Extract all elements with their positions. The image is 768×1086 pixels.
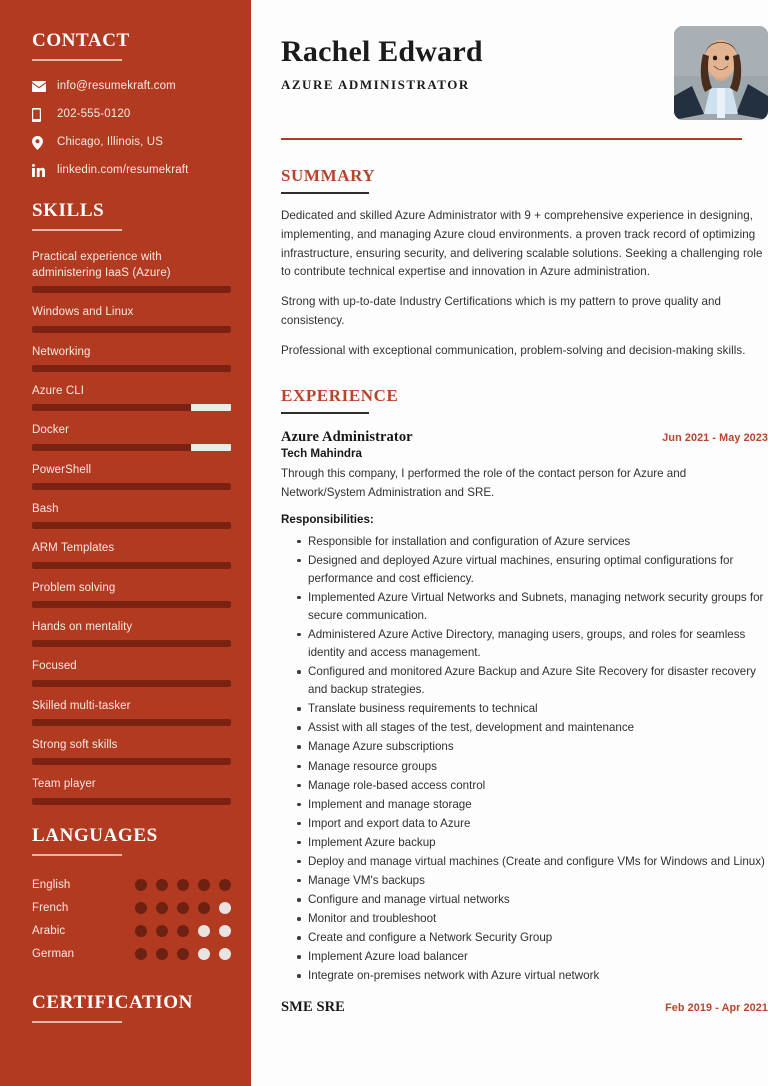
experience-entry-2-date: Feb 2019 - Apr 2021 [665, 1002, 768, 1015]
responsibility-bullet: Monitor and troubleshoot [298, 910, 768, 928]
rating-dot-empty [219, 902, 231, 914]
skill-progress-track [32, 719, 231, 726]
rating-dot-filled [135, 948, 147, 960]
skill-item [32, 422, 231, 450]
skill-progress-track [32, 680, 231, 687]
skill-progress-fill [32, 365, 231, 372]
responsibility-bullet: Integrate on-premises network with Azure virtual network [298, 967, 768, 985]
skill-label: Windows and Linux [32, 306, 134, 319]
skill-progress-track [32, 365, 231, 372]
language-rating-dots [135, 925, 240, 937]
responsibility-bullet: Implement Azure load balancer [298, 948, 768, 966]
experience-entry-1-bullet-list [281, 533, 768, 986]
skill-progress-track [32, 798, 231, 805]
skill-label: Networking [32, 345, 91, 358]
contact-list [32, 80, 231, 178]
skill-progress-fill [32, 444, 191, 451]
skill-label: Azure CLI [32, 384, 85, 397]
language-item [32, 897, 231, 920]
skill-item [32, 462, 231, 490]
rating-dot-filled [177, 879, 189, 891]
language-label: German [32, 948, 75, 961]
certification-heading: CERTIFICATION [32, 991, 193, 1013]
responsibility-bullet: Manage Azure subscriptions [298, 738, 768, 756]
skill-item [32, 249, 231, 294]
skill-item [32, 383, 231, 411]
header-text-block [281, 26, 483, 93]
skill-item [32, 776, 231, 804]
rating-dot-filled [177, 948, 189, 960]
rating-dot-filled [198, 902, 210, 914]
language-rating-dots [135, 948, 240, 960]
responsibility-bullet: Configured and monitored Azure Backup and Azure Site Recovery for disaster recovery and backup strategies. [298, 663, 768, 699]
skill-item [32, 737, 231, 765]
skill-item [32, 501, 231, 529]
language-rating-dots [135, 879, 240, 891]
skill-item [32, 698, 231, 726]
experience-entry-2-title: SME SRE [281, 999, 345, 1016]
skill-label: Hands on mentality [32, 620, 133, 633]
job-role-subtitle: AZURE ADMINISTRATOR [281, 76, 470, 92]
skill-progress-track [32, 483, 231, 490]
phone-icon [32, 108, 50, 122]
resume-header [281, 26, 768, 120]
summary-paragraph-1: Dedicated and skilled Azure Administrator with 9 + comprehensive experience in designing, implementing, and managing Azure cloud environments. a proven track record of optimizing infrastructure, ensuring security, and delivering scalable solutions. Seeking a challenging role to contribute technical expertise and innovation in Azure administration. [281, 209, 763, 279]
experience-divider [281, 412, 369, 414]
responsibility-bullet: Administered Azure Active Directory, managing users, groups, and roles for seamless identity and access management. [298, 626, 768, 662]
skill-progress-fill [32, 326, 231, 333]
experience-entry-2 [281, 999, 768, 1016]
linkedin-icon [32, 164, 50, 177]
avatar [674, 26, 768, 120]
skill-progress-fill [32, 522, 231, 529]
location-pin-icon [32, 136, 50, 150]
contact-item-location[interactable] [32, 136, 231, 150]
skill-progress-fill [32, 798, 231, 805]
skill-item [32, 580, 231, 608]
envelope-icon [32, 81, 50, 92]
skill-progress-fill [32, 286, 231, 293]
skill-label: ARM Templates [32, 542, 115, 555]
skill-label: Team player [32, 778, 96, 791]
contact-section [0, 30, 251, 178]
responsibility-bullet: Manage VM's backups [298, 872, 768, 890]
contact-item-email[interactable] [32, 80, 231, 94]
rating-dot-filled [135, 925, 147, 937]
skill-progress-fill [32, 640, 231, 647]
skills-heading: SKILLS [32, 199, 105, 221]
experience-section [281, 386, 768, 1016]
skill-label: Practical experience with administering IaaS (Azure) [32, 250, 171, 279]
rating-dot-filled [219, 879, 231, 891]
skill-item [32, 540, 231, 568]
experience-entry-1-header [281, 429, 768, 446]
summary-paragraph-2: Strong with up-to-date Industry Certifications which is my pattern to prove quality and consistency. [281, 295, 721, 327]
experience-heading: EXPERIENCE [281, 386, 399, 406]
rating-dot-empty [198, 948, 210, 960]
responsibility-bullet: Assist with all stages of the test, development and maintenance [298, 719, 768, 737]
language-item [32, 874, 231, 897]
contact-heading: CONTACT [32, 30, 130, 51]
skill-item [32, 658, 231, 686]
skill-progress-track [32, 758, 231, 765]
skill-label: Strong soft skills [32, 738, 118, 751]
language-item [32, 943, 231, 966]
skill-item [32, 344, 231, 372]
skill-progress-track [32, 404, 231, 411]
skill-progress-fill [32, 758, 231, 765]
experience-entry-2-header [281, 999, 768, 1016]
main-content [281, 0, 768, 1086]
skill-label: Bash [32, 502, 59, 515]
skill-label: Skilled multi-tasker [32, 699, 131, 712]
responsibility-bullet: Implemented Azure Virtual Networks and Subnets, managing network security groups for secure communication. [298, 589, 768, 625]
skills-divider [32, 229, 122, 231]
language-label: French [32, 902, 69, 915]
contact-item-phone[interactable] [32, 108, 231, 122]
skill-progress-track [32, 326, 231, 333]
skill-label: PowerShell [32, 463, 92, 476]
summary-heading: SUMMARY [281, 166, 376, 185]
contact-location-value: Chicago, Illinois, US [57, 135, 164, 148]
language-label: English [32, 879, 71, 892]
skills-list [32, 249, 231, 805]
rating-dot-empty [198, 925, 210, 937]
rating-dot-empty [219, 948, 231, 960]
skills-section [0, 200, 251, 805]
skill-progress-track [32, 601, 231, 608]
rating-dot-filled [135, 879, 147, 891]
contact-email-value: info@resumekraft.com [57, 80, 176, 92]
experience-entry-1-title: Azure Administrator [281, 429, 413, 446]
responsibility-bullet: Responsible for installation and configuration of Azure services [298, 533, 768, 551]
avatar-illustration [674, 26, 768, 120]
responsibility-bullet: Import and export data to Azure [298, 815, 768, 833]
languages-list [32, 874, 231, 966]
languages-divider [32, 854, 122, 856]
summary-paragraph-3: Professional with exceptional communication, problem-solving and decision-making skills. [281, 343, 746, 357]
skill-progress-fill [32, 562, 231, 569]
language-rating-dots [135, 902, 240, 914]
rating-dot-filled [156, 948, 168, 960]
certification-divider [32, 1021, 122, 1023]
sidebar [0, 0, 251, 1086]
rating-dot-filled [177, 925, 189, 937]
skill-item [32, 304, 231, 332]
rating-dot-filled [177, 902, 189, 914]
responsibility-bullet: Manage resource groups [298, 758, 768, 776]
skill-progress-fill [32, 601, 231, 608]
skill-progress-track [32, 640, 231, 647]
rating-dot-empty [219, 925, 231, 937]
certification-section [0, 992, 251, 1023]
skill-progress-fill [32, 404, 191, 411]
contact-phone-value: 202-555-0120 [57, 107, 131, 120]
skill-label: Focused [32, 660, 77, 673]
rating-dot-filled [156, 925, 168, 937]
header-accent-rule [281, 138, 742, 140]
contact-linkedin-value: linkedin.com/resumekraft [57, 163, 189, 176]
skill-label: Problem solving [32, 581, 116, 594]
rating-dot-filled [156, 902, 168, 914]
contact-item-linkedin[interactable] [32, 164, 231, 178]
skill-progress-fill [32, 719, 231, 726]
responsibility-bullet: Manage role-based access control [298, 777, 768, 795]
skill-label: Docker [32, 424, 70, 437]
skill-progress-track [32, 286, 231, 293]
experience-entry-1-description: Through this company, I performed the role of the contact person for Azure and Network/System Administration and SRE. [281, 467, 687, 500]
experience-entry-1-responsibilities-label: Responsibilities: [281, 512, 374, 526]
responsibility-bullet: Implement and manage storage [298, 796, 768, 814]
responsibility-bullet: Designed and deployed Azure virtual machines, ensuring optimal configurations for performance and cost efficiency. [298, 552, 768, 588]
languages-section [0, 825, 251, 966]
skill-progress-track [32, 562, 231, 569]
skill-progress-fill [32, 483, 231, 490]
responsibility-bullet: Translate business requirements to technical [298, 700, 768, 718]
rating-dot-filled [156, 879, 168, 891]
experience-entry-1 [281, 429, 768, 985]
responsibility-bullet: Deploy and manage virtual machines (Create and configure VMs for Windows and Linux) [298, 853, 768, 871]
language-label: Arabic [32, 925, 66, 938]
responsibility-bullet: Create and configure a Network Security Group [298, 929, 768, 947]
skill-progress-track [32, 444, 231, 451]
languages-heading: LANGUAGES [32, 824, 158, 846]
summary-section [281, 166, 768, 360]
experience-entry-1-date: Jun 2021 - May 2023 [662, 432, 768, 445]
experience-entry-1-company: Tech Mahindra [281, 447, 362, 461]
rating-dot-filled [135, 902, 147, 914]
language-item [32, 920, 231, 943]
responsibility-bullet: Configure and manage virtual networks [298, 891, 768, 909]
skill-progress-fill [32, 680, 231, 687]
contact-divider [32, 59, 122, 61]
rating-dot-filled [198, 879, 210, 891]
skill-item [32, 619, 231, 647]
page-title: Rachel Edward [281, 35, 483, 68]
summary-divider [281, 192, 369, 194]
responsibility-bullet: Implement Azure backup [298, 834, 768, 852]
skill-progress-track [32, 522, 231, 529]
